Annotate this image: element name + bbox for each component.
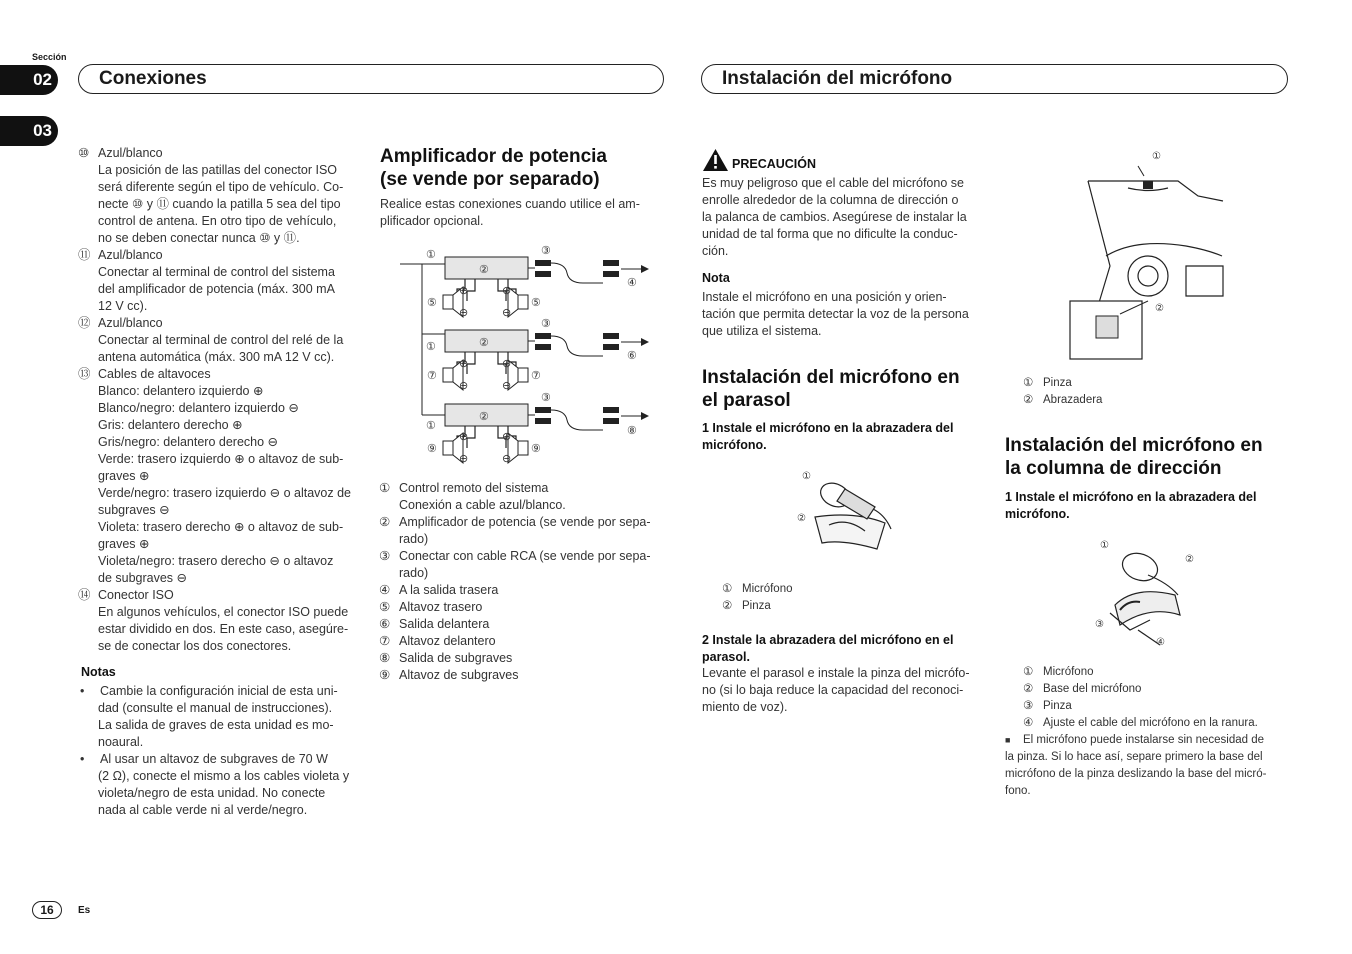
parasol-step2-text: Levante el parasol e instale la pinza del micrófo- no (si lo baja reduce la capacidad del reconoci- miento de voz).: [702, 666, 970, 714]
svg-text:⊕: ⊕: [459, 431, 469, 443]
svg-text:⊖: ⊖: [459, 307, 469, 319]
section-tab-03[interactable]: 03: [0, 116, 58, 146]
list-item: ① Micrófono: [722, 583, 793, 595]
svg-text:④: ④: [1156, 637, 1165, 648]
svg-text:⊕: ⊕: [459, 358, 469, 370]
svg-text:⊕: ⊕: [502, 358, 512, 370]
svg-text:①: ①: [426, 420, 436, 432]
svg-text:⑨: ⑨: [427, 443, 437, 455]
list-item: ⑬ Cables de altavoces Blanco: delantero izquierdo ⊕ Blanco/negro: delantero izquierdo ⊖ Gris: delantero derecho ⊕ Gris/negro: delantero derecho ⊖ Verde: trasero izquierdo ⊕ o altavoz de sub- graves ⊕ Verde/negro: trasero izquierdo ⊖ o altavoz de subgraves ⊖ Violeta: trasero derecho ⊕ o altavoz de sub- graves ⊕ Violeta/negro: trasero derecho ⊖ o altavoz de subgraves ⊖: [78, 367, 351, 585]
list-item: ⑫ Azul/blanco Conectar al terminal de control del relé de la antena automática (máx. 300 mA 12 V cc).: [78, 316, 344, 364]
svg-text:②: ②: [797, 513, 806, 524]
list-item: ② Amplificador de potencia (se vende por sepa- rado): [379, 515, 651, 546]
svg-text:⊖: ⊖: [502, 307, 512, 319]
steering-step1: 1 Instale el micrófono en la abrazadera del micrófono.: [1005, 490, 1257, 521]
list-item: ⑧ Salida de subgraves: [379, 651, 513, 665]
svg-text:⊖: ⊖: [502, 380, 512, 392]
list-item: ⑥ Salida delantera: [379, 617, 490, 631]
amp-legend: [379, 480, 669, 684]
svg-text:②: ②: [1155, 303, 1164, 314]
svg-text:②: ②: [479, 337, 489, 349]
car-interior-illustration: [1068, 146, 1226, 362]
svg-text:⊖: ⊖: [502, 453, 512, 465]
column-note: ■ El micrófono puede instalarse sin necesidad de la pinza. Si lo hace así, separe primero la base del micrófono de la pinza deslizando la base del micró- fono.: [1005, 734, 1267, 797]
steering-heading: Instalación del micrófono en la columna de dirección: [1005, 435, 1263, 479]
svg-text:⊕: ⊕: [459, 285, 469, 297]
parasol-step2: 2 Instale la abrazadera del micrófono en el parasol.: [702, 633, 954, 664]
header-conexiones: Conexiones: [78, 64, 664, 94]
svg-text:②: ②: [479, 411, 489, 423]
list-item: ⑤ Altavoz trasero: [379, 600, 483, 614]
wire-list: [78, 145, 368, 655]
svg-text:⊖: ⊖: [459, 453, 469, 465]
svg-text:⑤: ⑤: [427, 297, 437, 309]
column-legend-2: [1023, 664, 1258, 732]
amp-title: Amplificador de potencia (se vende por separado): [380, 146, 607, 190]
svg-text:⑦: ⑦: [427, 370, 437, 382]
svg-text:②: ②: [1185, 554, 1194, 565]
svg-text:⊕: ⊕: [502, 431, 512, 443]
svg-text:④: ④: [627, 277, 637, 289]
list-item: ⑨ Altavoz de subgraves: [379, 668, 519, 682]
section-label: Sección: [32, 52, 67, 62]
notes-title: Notas: [81, 665, 116, 679]
list-item: ⑩ Azul/blanco La posición de las patillas del conector ISO será diferente según el tipo de vehículo. Co- necte ⑩ y ⑪ cuando la patilla 5 sea del tipo control de antena. En otro tipo de vehículo, no se deben conectar nunca ⑩ y ⑪.: [78, 146, 344, 245]
svg-text:①: ①: [426, 249, 436, 261]
svg-text:⊖: ⊖: [459, 380, 469, 392]
svg-text:③: ③: [541, 392, 551, 404]
list-item: ② Base del micrófono: [1023, 683, 1142, 695]
header-instalacion: Instalación del micrófono: [701, 64, 1288, 94]
page-number: 16: [32, 901, 62, 919]
svg-text:⑦: ⑦: [531, 370, 541, 382]
svg-text:③: ③: [1095, 619, 1104, 630]
warning-icon: [702, 148, 729, 172]
list-item: ① Control remoto del sistema Conexión a cable azul/blanco.: [379, 481, 566, 512]
steering-mic-illustration: [1090, 535, 1200, 650]
parasol-legend: [722, 581, 793, 615]
list-item: ③ Conectar con cable RCA (se vende por sepa- rado): [379, 549, 651, 580]
section-tab-02[interactable]: 02: [0, 65, 58, 95]
svg-text:①: ①: [426, 341, 436, 353]
caution-title: PRECAUCIÓN: [732, 157, 817, 171]
amp-intro: Realice estas conexiones cuando utilice el am- plificador opcional.: [380, 197, 640, 228]
parasol-step1: 1 Instale el micrófono en la abrazadera del micrófono.: [702, 421, 954, 452]
notes-list: [78, 683, 368, 819]
svg-text:⑨: ⑨: [531, 443, 541, 455]
list-item: ④ A la salida trasera: [379, 583, 499, 597]
svg-text:③: ③: [541, 245, 551, 257]
svg-text:①: ①: [802, 471, 811, 482]
list-item: • Al usar un altavoz de subgraves de 70 W (2 Ω), conecte el mismo a los cables violeta y violeta/negro de esta unidad. No conecte nada al cable verde ni al verde/negro.: [80, 752, 350, 817]
list-item: ① Pinza: [1023, 377, 1072, 389]
list-item: ④ Ajuste el cable del micrófono en la ranura.: [1023, 717, 1258, 729]
nota-text: Instale el micrófono en una posición y orien- tación que permita detectar la voz de la persona que utiliza el sistema.: [702, 290, 969, 338]
list-item: • Cambie la configuración inicial de esta uni- dad (consulte el manual de instrucciones). La salida de graves de esta unidad es mo- noaural.: [80, 684, 338, 749]
list-item: ⑦ Altavoz delantero: [379, 634, 496, 648]
svg-text:①: ①: [1152, 151, 1161, 162]
list-item: ② Pinza: [722, 600, 771, 612]
caution-text: Es muy peligroso que el cable del micrófono se enrolle alrededor de la columna de dirección o la palanca de cambios. Asegúrese de instalar la unidad de tal forma que no dificulte la conduc- ción.: [702, 176, 967, 258]
svg-text:⊕: ⊕: [502, 285, 512, 297]
svg-text:⑤: ⑤: [531, 297, 541, 309]
list-item: ② Abrazadera: [1023, 394, 1103, 406]
svg-text:③: ③: [541, 318, 551, 330]
svg-text:①: ①: [1100, 540, 1109, 551]
nota-title: Nota: [702, 271, 730, 285]
list-item: ③ Pinza: [1023, 700, 1072, 712]
square-bullet-icon: ■: [1005, 735, 1011, 745]
microphone-clip-illustration: [795, 465, 895, 555]
list-item: ⑪ Azul/blanco Conectar al terminal de control del sistema del amplificador de potencia (máx. 300 mA 12 V cc).: [78, 248, 335, 313]
language-code: Es: [78, 905, 91, 916]
list-item: ① Micrófono: [1023, 666, 1094, 678]
svg-text:⑥: ⑥: [627, 350, 637, 362]
svg-text:⑧: ⑧: [627, 425, 637, 437]
parasol-heading: Instalación del micrófono en el parasol: [702, 367, 960, 411]
column-legend-1: [1023, 375, 1102, 409]
list-item: ⑭ Conector ISO En algunos vehículos, el conector ISO puede estar dividido en dos. En este caso, asegúre- se de conectar los dos conectores.: [78, 588, 349, 653]
svg-text:②: ②: [479, 264, 489, 276]
amplifier-diagram: [395, 240, 655, 470]
